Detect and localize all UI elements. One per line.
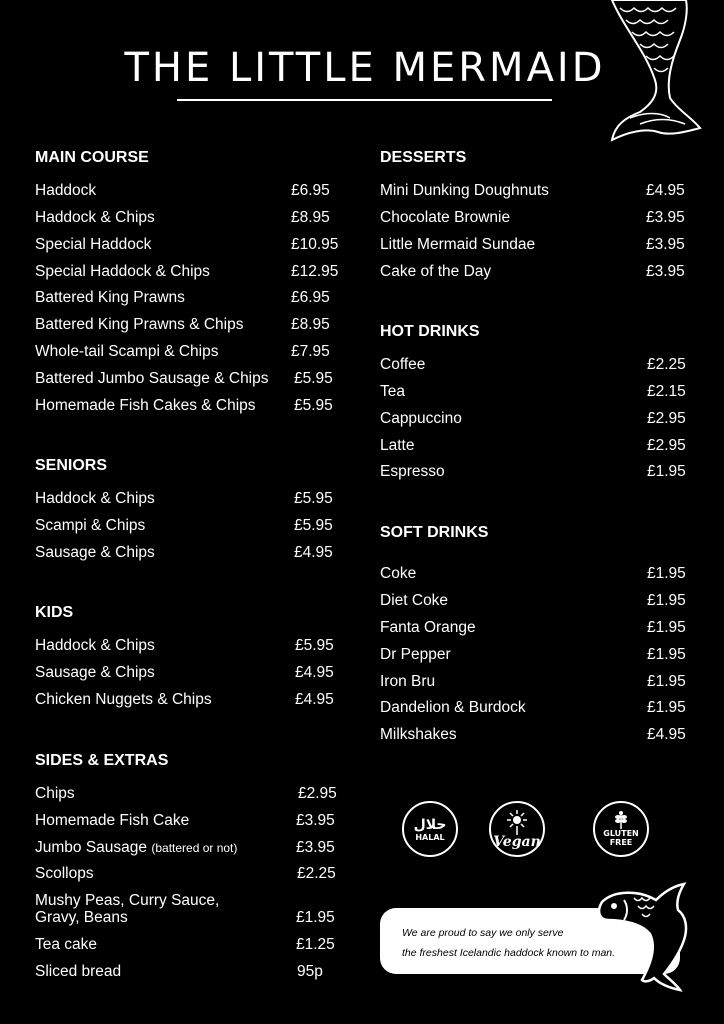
- menu-item-note: (battered or not): [151, 841, 238, 855]
- halal-arabic-text: حلال: [413, 816, 447, 833]
- menu-item-name: Cappuccino: [380, 410, 462, 427]
- note-line-2: the freshest Icelandic haddock known to man.: [402, 947, 616, 959]
- menu-item-name: Battered King Prawns: [35, 289, 185, 306]
- menu-item-price: £3.95: [646, 236, 685, 253]
- menu-item-name: Haddock & Chips: [35, 490, 155, 507]
- vegan-label: Vegan: [493, 834, 541, 850]
- menu-item-price: £1.95: [647, 699, 686, 716]
- menu-item-name: Coffee: [380, 356, 426, 373]
- menu-item-price: £2.95: [647, 437, 686, 454]
- menu-item-name: Milkshakes: [380, 726, 457, 743]
- menu-item-name: Homemade Fish Cake: [35, 812, 190, 829]
- menu-item-price: £10.95: [291, 236, 339, 253]
- halal-label: HALAL: [415, 832, 445, 842]
- menu-item-price: £1.25: [296, 936, 335, 953]
- free-label: FREE: [609, 838, 633, 847]
- menu-item-price: £6.95: [291, 182, 330, 199]
- menu-item-name: Battered King Prawns & Chips: [35, 316, 244, 333]
- menu-item-price: £8.95: [291, 209, 330, 226]
- menu-item-name: Sliced bread: [35, 963, 122, 980]
- menu-item-price: £5.95: [294, 517, 333, 534]
- menu-item-price: £4.95: [646, 182, 685, 199]
- menu-item-name: Coke: [380, 565, 417, 582]
- menu-item-price: £1.95: [296, 909, 335, 926]
- menu-item-name: Chicken Nuggets & Chips: [35, 691, 212, 708]
- page-title: THE LITTLE MERMAID: [124, 45, 606, 91]
- menu-item-price: £4.95: [647, 726, 686, 743]
- menu-item-price: £5.95: [295, 637, 334, 654]
- menu-item-name: Espresso: [380, 463, 445, 480]
- menu-item-name: Fanta Orange: [380, 619, 476, 636]
- menu-item-name: Chocolate Brownie: [380, 209, 511, 226]
- title-divider: [177, 99, 552, 101]
- menu-item-name: Special Haddock: [35, 236, 152, 253]
- menu-item-name: Scampi & Chips: [35, 517, 146, 534]
- heading-hot-drinks: HOT DRINKS: [380, 323, 480, 340]
- menu-item-price: £5.95: [294, 490, 333, 507]
- menu-item-name: Battered Jumbo Sausage & Chips: [35, 370, 269, 387]
- menu-item-name: Dandelion & Burdock: [380, 699, 526, 716]
- menu-item-name: Chips: [35, 785, 75, 802]
- menu-item-price: £3.95: [646, 209, 685, 226]
- menu-item-name-line2: Gravy, Beans: [35, 909, 128, 926]
- menu-item-name: Cake of the Day: [380, 263, 492, 280]
- vegan-badge-icon: [489, 801, 545, 857]
- menu-item-name: Mushy Peas, Curry Sauce,: [35, 892, 220, 909]
- menu-item-name: Homemade Fish Cakes & Chips: [35, 397, 256, 414]
- menu-item-name: Special Haddock & Chips: [35, 263, 210, 280]
- menu-item-name: Latte: [380, 437, 415, 454]
- menu-item-price: £4.95: [295, 691, 334, 708]
- menu-item-name: Sausage & Chips: [35, 544, 155, 561]
- menu-item-name: Dr Pepper: [380, 646, 451, 663]
- wheat-icon: [614, 811, 628, 829]
- menu-item-name: Scollops: [35, 865, 94, 882]
- menu-item-name: Mini Dunking Doughnuts: [380, 182, 549, 199]
- fish-icon: [594, 882, 690, 992]
- heading-seniors: SENIORS: [35, 457, 108, 474]
- menu-item-price: £5.95: [294, 370, 333, 387]
- heading-desserts: DESSERTS: [380, 149, 467, 166]
- menu-item-name-text: Jumbo Sausage: [35, 839, 148, 856]
- menu-item-price: £3.95: [296, 839, 335, 856]
- menu-item-price: £1.95: [647, 463, 686, 480]
- menu-item-price: £2.15: [647, 383, 686, 400]
- menu-item-name: Tea cake: [35, 936, 98, 953]
- menu-item-price: £1.95: [647, 592, 686, 609]
- menu-item-price: £1.95: [647, 673, 686, 690]
- menu-item-name: Haddock & Chips: [35, 209, 155, 226]
- heading-sides-extras: SIDES & EXTRAS: [35, 752, 169, 769]
- menu-item-price: £2.95: [647, 410, 686, 427]
- sunflower-icon: [504, 809, 530, 835]
- menu-item-price: 95p: [297, 963, 323, 980]
- halal-badge-icon: [402, 801, 458, 857]
- menu-item-name: Iron Bru: [380, 673, 436, 690]
- menu-item-name: Haddock: [35, 182, 97, 199]
- menu-item-price: £3.95: [296, 812, 335, 829]
- gluten-label: GLUTEN: [603, 829, 639, 838]
- heading-kids: KIDS: [35, 604, 74, 621]
- gluten-free-badge-icon: [593, 801, 649, 857]
- menu-item-price: £1.95: [647, 565, 686, 582]
- menu-item-price: £1.95: [647, 619, 686, 636]
- menu-item-price: £6.95: [291, 289, 330, 306]
- menu-item-price: £4.95: [295, 664, 334, 681]
- menu-item-price: £2.95: [298, 785, 337, 802]
- menu-item-price: £8.95: [291, 316, 330, 333]
- menu-item-price: £2.25: [647, 356, 686, 373]
- menu-item-price: £12.95: [291, 263, 339, 280]
- menu-item-name: Whole-tail Scampi & Chips: [35, 343, 219, 360]
- menu-item-name: Tea: [380, 383, 405, 400]
- menu-item-price: £3.95: [646, 263, 685, 280]
- menu-item-name: Little Mermaid Sundae: [380, 236, 536, 253]
- menu-item-price: £4.95: [294, 544, 333, 561]
- mermaid-tail-icon: [600, 0, 710, 150]
- heading-main-course: MAIN COURSE: [35, 149, 149, 166]
- heading-soft-drinks: SOFT DRINKS: [380, 524, 489, 541]
- menu-item-price: £2.25: [297, 865, 336, 882]
- menu-item-name: Sausage & Chips: [35, 664, 155, 681]
- note-line-1: We are proud to say we only serve: [402, 927, 564, 939]
- menu-item-price: £5.95: [294, 397, 333, 414]
- menu-item-name: Diet Coke: [380, 592, 449, 609]
- menu-item-name: [35, 838, 237, 858]
- menu-item-price: £1.95: [647, 646, 686, 663]
- menu-item-price: £7.95: [291, 343, 330, 360]
- menu-item-name: Haddock & Chips: [35, 637, 155, 654]
